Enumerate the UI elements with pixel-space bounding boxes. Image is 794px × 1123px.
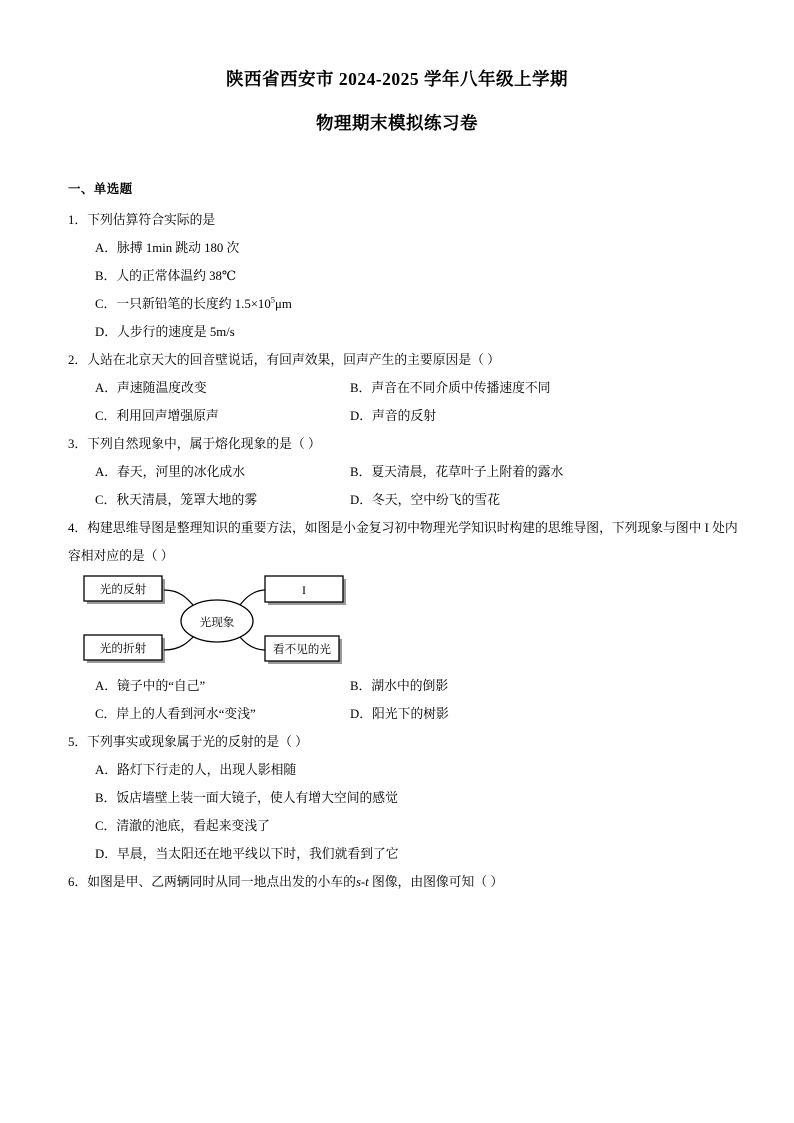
option-row: [95, 262, 754, 290]
section-heading: 一、单选题: [68, 182, 133, 196]
option-1-b[interactable]: B．人的正常体温约 38℃: [95, 269, 237, 283]
option-2-a[interactable]: A．声速随温度改变: [95, 381, 207, 395]
question-5-number: 5．: [68, 735, 88, 749]
question-3-stem: [0, 430, 794, 458]
question-3: [0, 430, 794, 514]
question-2-options: [0, 374, 794, 430]
question-3-options: [0, 458, 794, 514]
option-4-a[interactable]: A．镜子中的“自己”: [95, 679, 206, 693]
question-6-stem: [0, 868, 794, 896]
option-row: [95, 700, 754, 728]
option-3-c[interactable]: C．秋天清晨，笼罩大地的雾: [95, 493, 258, 507]
question-2-number: 2．: [68, 353, 88, 367]
question-4-stem: [0, 514, 794, 570]
mindmap-node-top-left-label: 光的反射: [99, 583, 147, 596]
option-5-a[interactable]: A．路灯下行走的人，出现人影相随: [95, 763, 297, 777]
option-row: [95, 672, 754, 700]
option-row: [95, 458, 754, 486]
question-5-options: [0, 756, 794, 868]
option-row: [95, 234, 754, 262]
option-4-c[interactable]: C．岸上的人看到河水“变浅”: [95, 707, 256, 721]
question-5-stem: [0, 728, 794, 756]
question-4: [0, 514, 794, 728]
title-line-2: 物理期末模拟练习卷: [316, 113, 478, 133]
question-4-stem-text: 构建思维导图是整理知识的重要方法，如图是小金复习初中物理光学知识时构建的思维导图，下列现象与图中 I 处内容相对应的是（ ）: [68, 521, 738, 563]
exponent: 5: [270, 294, 275, 305]
question-2-stem: [0, 346, 794, 374]
question-1-options: [0, 234, 794, 346]
question-6-stem-text-part1: 如图是甲、乙两辆同时从同一地点出发的小车的: [87, 875, 356, 889]
question-5-stem-text: 下列事实或现象属于光的反射的是（ ）: [87, 735, 308, 749]
option-2-c[interactable]: C．利用回声增强原声: [95, 409, 219, 423]
option-row: [95, 784, 754, 812]
title-line-1: 陕西省西安市 2024-2025 学年八年级上学期: [225, 69, 569, 89]
option-3-b[interactable]: B．夏天清晨，花草叶子上附着的露水: [350, 465, 564, 479]
question-4-number: 4．: [68, 521, 88, 535]
option-row: [95, 812, 754, 840]
question-6-number: 6．: [68, 875, 88, 889]
option-row: [95, 402, 754, 430]
question-5: [0, 728, 794, 868]
option-row: [95, 318, 754, 346]
option-5-c[interactable]: C．清澈的池底，看起来变浅了: [95, 819, 270, 833]
questions-container: [0, 206, 794, 896]
option-row: [95, 840, 754, 868]
question-1-stem: [0, 206, 794, 234]
document-title: [0, 66, 794, 135]
mindmap-figure: [78, 570, 368, 672]
question-1: [0, 206, 794, 346]
option-4-b[interactable]: B．湖水中的倒影: [350, 679, 449, 693]
option-row: [95, 290, 754, 318]
option-row: [95, 756, 754, 784]
mindmap-node-bottom-right-label: 看不见的光: [273, 643, 331, 656]
option-3-d[interactable]: D．冬天，空中纷飞的雪花: [350, 493, 501, 507]
mindmap-center-label: 光现象: [199, 616, 235, 629]
mindmap-node-bottom-left-label: 光的折射: [99, 642, 147, 655]
option-3-a[interactable]: A．春天，河里的冰化成水: [95, 465, 246, 479]
question-1-stem-text: 下列估算符合实际的是: [87, 213, 216, 227]
question-1-number: 1．: [68, 213, 88, 227]
mindmap-node-top-right-label: I: [302, 583, 306, 597]
question-2-stem-text: 人站在北京天大的回音壁说话，有回声效果，回声产生的主要原因是（ ）: [87, 353, 500, 367]
option-4-d[interactable]: D．阳光下的树影: [350, 707, 449, 721]
option-2-d[interactable]: D．声音的反射: [350, 409, 437, 423]
question-3-number: 3．: [68, 437, 88, 451]
option-5-d[interactable]: D．早晨，当太阳还在地平线以下时，我们就看到了它: [95, 847, 399, 861]
question-6-variable: s-t: [355, 875, 369, 889]
question-6-stem-text-part2: 图像，由图像可知（ ）: [368, 875, 504, 889]
question-3-stem-text: 下列自然现象中，属于熔化现象的是（ ）: [87, 437, 321, 451]
option-5-b[interactable]: B．饭店墙壁上装一面大镜子，使人有增大空间的感觉: [95, 791, 398, 805]
question-4-options: [0, 672, 794, 728]
question-6: [0, 868, 794, 896]
option-row: [95, 374, 754, 402]
option-1-c[interactable]: C．一只新铅笔的长度约 $1.5\times 10^5\mu m$: [95, 294, 292, 311]
option-1-a[interactable]: A．脉搏 1min 跳动 180 次: [95, 241, 240, 255]
option-2-b[interactable]: B．声音在不同介质中传播速度不同: [350, 381, 551, 395]
option-row: [95, 486, 754, 514]
option-1-d[interactable]: D．人步行的速度是 5m/s: [95, 325, 235, 339]
question-2: [0, 346, 794, 430]
